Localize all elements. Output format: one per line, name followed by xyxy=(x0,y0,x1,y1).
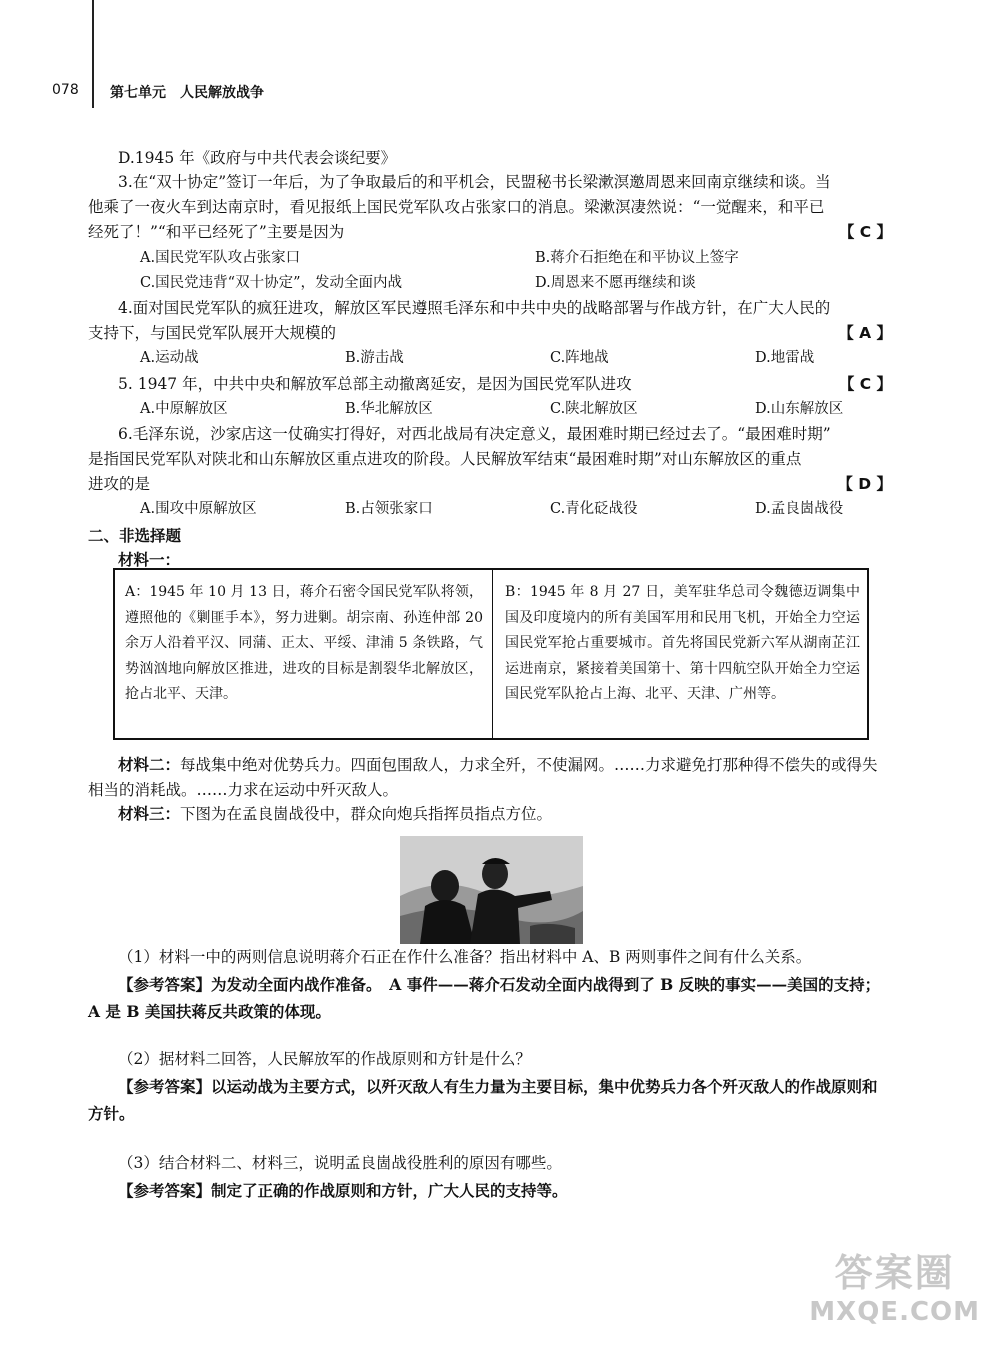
q5-option: C.陕北解放区 xyxy=(550,401,638,417)
q4-option: B.游击战 xyxy=(345,350,404,366)
q3-option: D.周恩来不愿再继续和谈 xyxy=(535,275,696,291)
margin-rule xyxy=(92,0,94,108)
subq-3 xyxy=(88,1150,892,1204)
q3-stem-line: 3.在“双十协定”签订一年后，为了争取最后的和平机会，民盟秘书长梁漱溟邀周恩来回南京继续和谈。当 xyxy=(118,173,831,191)
subq-3-answer xyxy=(88,1177,892,1204)
q3-stem-line: 他乘了一夜火车到达南京时，看见报纸上国民党军队攻占张家口的消息。梁漱溟凄然说：“一觉醒来，和平已 xyxy=(88,198,825,216)
q4-option: C.阵地战 xyxy=(550,350,609,366)
q6-answer: 【 D 】 xyxy=(837,475,892,493)
answer-label: 【参考答案】 xyxy=(118,1077,212,1096)
page-number: 078 xyxy=(52,82,79,98)
q3-option: B.蒋介石拒绝在和平协议上签字 xyxy=(535,250,739,266)
subq-1-question: （1）材料一中的两则信息说明蒋介石正在作什么准备？指出材料中 A、B 两则事件之间有什么关系。 xyxy=(118,948,812,966)
table-divider xyxy=(492,570,493,738)
watermark-url: MXQE.COM xyxy=(809,1297,980,1327)
material2-text: 每战集中绝对优势兵力。四面包围敌人，力求全歼，不使漏网。……力求避免打那种得不偿失的或得失相当的消耗战。……力求在运动中歼灭敌人。 xyxy=(88,756,878,799)
unit-title: 第七单元 人民解放战争 xyxy=(110,85,264,101)
q4-option: A.运动战 xyxy=(140,350,199,366)
material2 xyxy=(88,752,892,803)
q3-answer: 【 C 】 xyxy=(838,223,892,241)
material3-text: 下图为在孟良崮战役中，群众向炮兵指挥员指点方位。 xyxy=(180,805,553,823)
watermark xyxy=(809,1242,980,1327)
subq-2-answer xyxy=(88,1073,892,1127)
material2-label: 材料二： xyxy=(118,755,181,774)
material1-label: 材料一： xyxy=(118,551,181,569)
answer-text: 制定了正确的作战原则和方针，广大人民的支持等。 xyxy=(211,1181,568,1200)
q5-stem-line: 5. 1947 年，中共中央和解放军总部主动撤离延安，是因为国民党军队进攻 xyxy=(118,375,632,393)
q6-option: C.青化砭战役 xyxy=(550,501,638,517)
answer-text: 为发动全面内战作准备。 A 事件——蒋介石发动全面内战得到了 B 反映的事实——美国的支持；A 是 B 美国扶蒋反共政策的体现。 xyxy=(88,975,881,1021)
subq-2 xyxy=(88,1046,892,1127)
q4-option: D.地雷战 xyxy=(755,350,815,366)
q4-stem-line: 支持下，与国民党军队展开大规模的 xyxy=(88,324,337,342)
q3-stem-line: 经死了！”“和平已经死了”主要是因为 xyxy=(88,223,345,241)
material3 xyxy=(118,802,892,824)
material1-b-text: B：1945 年 8 月 27 日，美军驻华总司令魏德迈调集中国及印度境内的所有美国军用和民用飞机，开始全力空运国民党军抢占重要城市。首先将国民党新六军从湖南芷江运进南京，紧接着美国第十、第十四航空队开始全力空运国民党军队抢占上海、北平、天津、广州等。 xyxy=(505,584,860,702)
q5-option: A.中原解放区 xyxy=(140,401,228,417)
subq-3-question: （3）结合材料二、材料三，说明孟良崮战役胜利的原因有哪些。 xyxy=(118,1154,562,1172)
answer-label: 【参考答案】 xyxy=(118,975,212,994)
q6-option: A.围攻中原解放区 xyxy=(140,501,257,517)
battle-photo xyxy=(400,836,583,944)
q4-answer: 【 A 】 xyxy=(838,324,892,342)
q2-option-d: D.1945 年《政府与中共代表会谈纪要》 xyxy=(118,149,397,167)
answer-label: 【参考答案】 xyxy=(118,1181,212,1200)
q5-answer: 【 C 】 xyxy=(838,375,892,393)
material1-a-text: A：1945 年 10 月 13 日，蒋介石密令国民党军队将领，遵照他的《剿匪手本》，努力进剿。胡宗南、孙连仲部 20 余万人沿着平汉、同蒲、正太、平绥、津浦 5 条铁路，气势汹汹地向解放区推进，进攻的目标是割裂华北解放区，抢占北平、天津。 xyxy=(125,584,483,702)
q6-stem-line: 6.毛泽东说，沙家店这一仗确实打得好，对西北战局有决定意义，最困难时期已经过去了。“最困难时期” xyxy=(118,425,831,443)
section-title: 二、非选择题 xyxy=(88,527,182,545)
answer-text: 以运动战为主要方式，以歼灭敌人有生力量为主要目标，集中优势兵力各个歼灭敌人的作战原则和方针。 xyxy=(88,1077,878,1123)
q6-stem-line: 是指国民党军队对陕北和山东解放区重点进攻的阶段。人民解放军结束“最困难时期”对山东解放区的重点 xyxy=(88,450,802,468)
subq-2-question: （2）据材料二回答，人民解放军的作战原则和方针是什么？ xyxy=(118,1050,531,1068)
q4-stem-line: 4.面对国民党军队的疯狂进攻，解放区军民遵照毛泽东和中共中央的战略部署与作战方针，在广大人民的 xyxy=(118,299,831,317)
watermark-logo: 答案圈 xyxy=(834,1251,955,1295)
q6-stem-line: 进攻的是 xyxy=(88,475,151,493)
q5-option: B.华北解放区 xyxy=(345,401,433,417)
material3-label: 材料三： xyxy=(118,804,181,823)
q3-option: C.国民党违背“双十协定”，发动全面内战 xyxy=(140,275,403,291)
q6-option: D.孟良崮战役 xyxy=(755,501,844,517)
subq-1-answer xyxy=(88,971,892,1025)
q5-option: D.山东解放区 xyxy=(755,401,844,417)
q3-option: A.国民党军队攻占张家口 xyxy=(140,250,301,266)
material1-table xyxy=(113,568,869,740)
q6-option: B.占领张家口 xyxy=(345,501,433,517)
subq-1 xyxy=(88,944,892,1025)
